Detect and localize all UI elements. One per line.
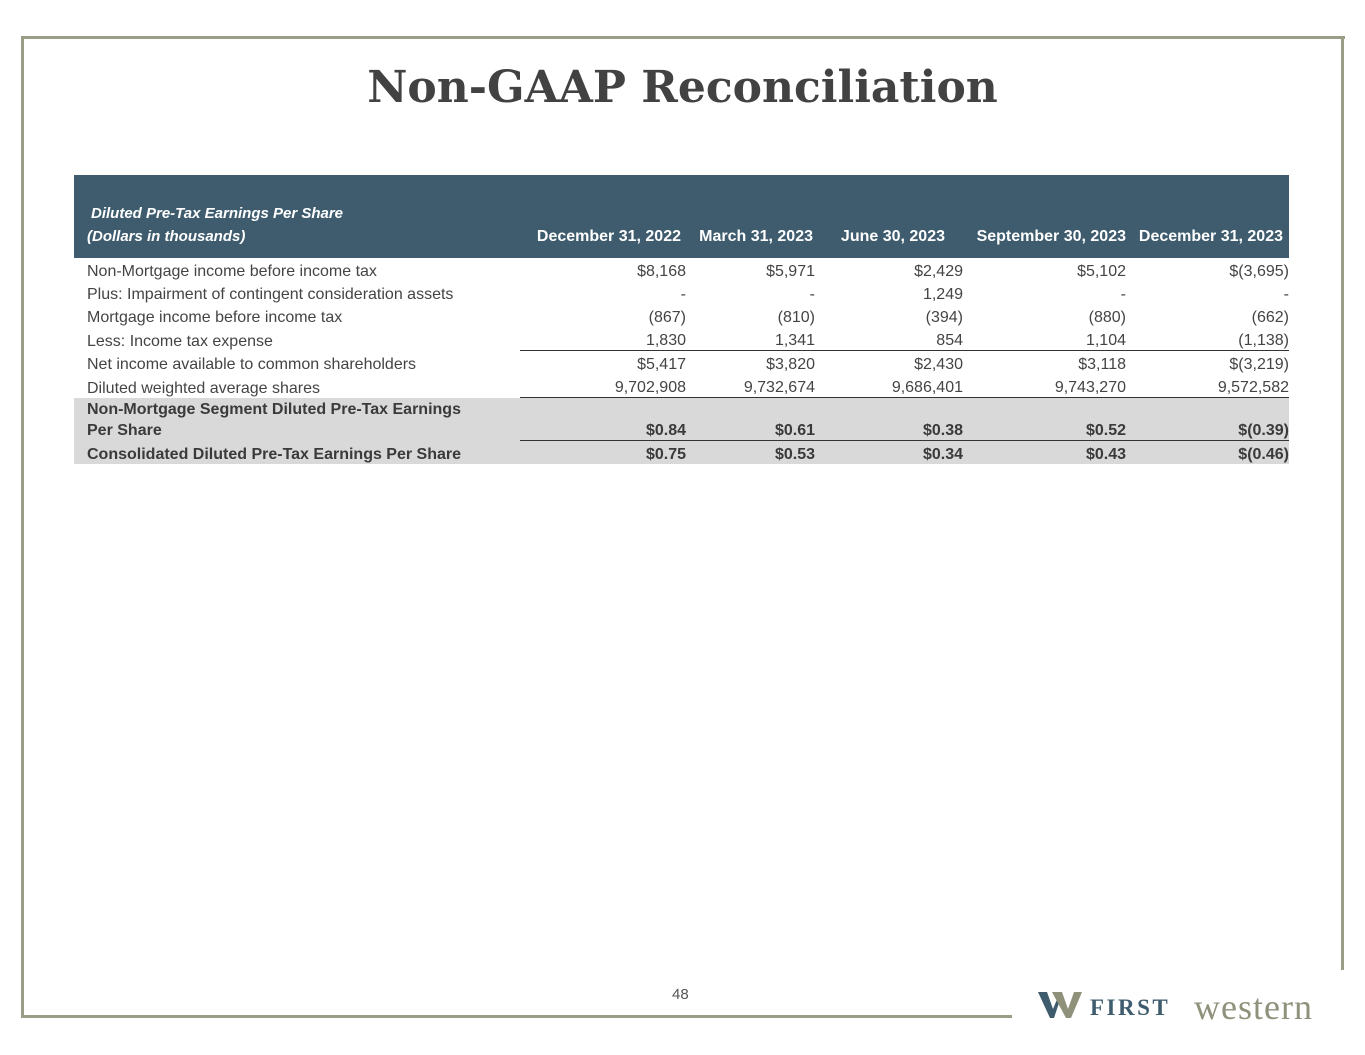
cell-value: - — [1120, 286, 1126, 303]
column-header: December 31, 2023 — [1126, 226, 1289, 258]
row-label: Net income available to common shareholders — [87, 356, 417, 373]
cell-value: 9,686,401 — [891, 379, 963, 396]
column-header: June 30, 2023 — [815, 226, 963, 258]
logo-word-first: FIRST — [1090, 995, 1171, 1020]
cell-value: $(3,219) — [1126, 351, 1289, 375]
cell-value: $5,102 — [1077, 263, 1126, 280]
frame-left-border — [21, 36, 24, 1018]
cell-value: $5,971 — [766, 263, 815, 280]
cell-value: $0.84 — [520, 398, 686, 441]
row-label: Mortgage income before income tax — [87, 309, 343, 326]
cell-value: $0.75 — [520, 441, 686, 465]
cell-value: 1,341 — [774, 332, 815, 349]
cell-value: (394) — [925, 309, 963, 326]
frame-bottom-border — [21, 1015, 1012, 1018]
cell-value: $3,118 — [963, 351, 1126, 375]
cell-value: $0.43 — [963, 441, 1126, 465]
cell-value: $0.38 — [815, 398, 963, 441]
cell-value: $(3,695) — [1229, 263, 1289, 280]
cell-value: $2,430 — [815, 351, 963, 375]
cell-value: (810) — [777, 309, 815, 326]
row-label: Consolidated Diluted Pre-Tax Earnings Per Share — [74, 441, 520, 465]
units-label: (Dollars in thousands) — [74, 226, 520, 258]
cell-value: (662) — [1251, 309, 1289, 326]
cell-value: $0.34 — [815, 441, 963, 465]
row-label: Diluted weighted average shares — [87, 379, 321, 397]
table-header-columns-row — [74, 226, 1289, 258]
cell-value: 1,104 — [1085, 332, 1126, 349]
cell-value: 9,743,270 — [1054, 379, 1126, 396]
cell-value: 854 — [936, 332, 963, 349]
w-mark-icon — [1038, 992, 1082, 1018]
cell-value: $0.61 — [686, 398, 815, 441]
cell-value: 9,572,582 — [1217, 379, 1289, 396]
cell-value: $(0.46) — [1126, 441, 1289, 465]
table-header-title-row — [74, 175, 1289, 226]
table-row-highlight — [74, 441, 1289, 465]
row-label: Non-Mortgage income before income tax — [87, 263, 377, 280]
cell-value: (880) — [1088, 309, 1126, 326]
table-row-highlight — [74, 398, 1289, 441]
cell-value: $8,168 — [637, 263, 686, 280]
cell-value: - — [809, 286, 815, 303]
column-header: December 31, 2022 — [520, 226, 686, 258]
cell-value: $3,820 — [686, 351, 815, 375]
cell-value: $5,417 — [520, 351, 686, 375]
row-label: Less: Income tax expense — [87, 332, 273, 350]
company-logo — [1038, 987, 1343, 1027]
frame-top-border — [21, 36, 1345, 39]
table-section-title: Diluted Pre-Tax Earnings Per Share — [74, 175, 1289, 226]
table-row — [74, 374, 1289, 398]
cell-value: 9,702,908 — [614, 379, 686, 396]
table-row — [74, 281, 1289, 304]
cell-value: - — [680, 286, 686, 303]
row-label: Non-Mortgage Segment Diluted Pre-Tax Earnings Per Share — [74, 398, 520, 441]
cell-value: 9,732,674 — [743, 379, 815, 396]
table-row — [74, 351, 1289, 375]
logo-word-western: western — [1194, 987, 1313, 1027]
table-row — [74, 327, 1289, 351]
row-label: Plus: Impairment of contingent consideration assets — [87, 286, 454, 303]
page-number: 48 — [672, 986, 689, 1003]
cell-value: $0.53 — [686, 441, 815, 465]
cell-value: $2,429 — [914, 263, 963, 280]
column-header: March 31, 2023 — [686, 226, 815, 258]
cell-value: $(0.39) — [1126, 398, 1289, 441]
frame-right-border — [1341, 36, 1344, 970]
page-title: Non-GAAP Reconciliation — [367, 62, 998, 113]
reconciliation-table — [74, 175, 1289, 464]
cell-value: (1,138) — [1238, 332, 1289, 349]
cell-value: (867) — [648, 309, 686, 326]
column-header: September 30, 2023 — [963, 226, 1126, 258]
table-row — [74, 258, 1289, 281]
cell-value: 1,249 — [922, 286, 963, 303]
table-row — [74, 304, 1289, 327]
cell-value: - — [1283, 286, 1289, 303]
cell-value: 1,830 — [645, 332, 686, 349]
cell-value: $0.52 — [963, 398, 1126, 441]
